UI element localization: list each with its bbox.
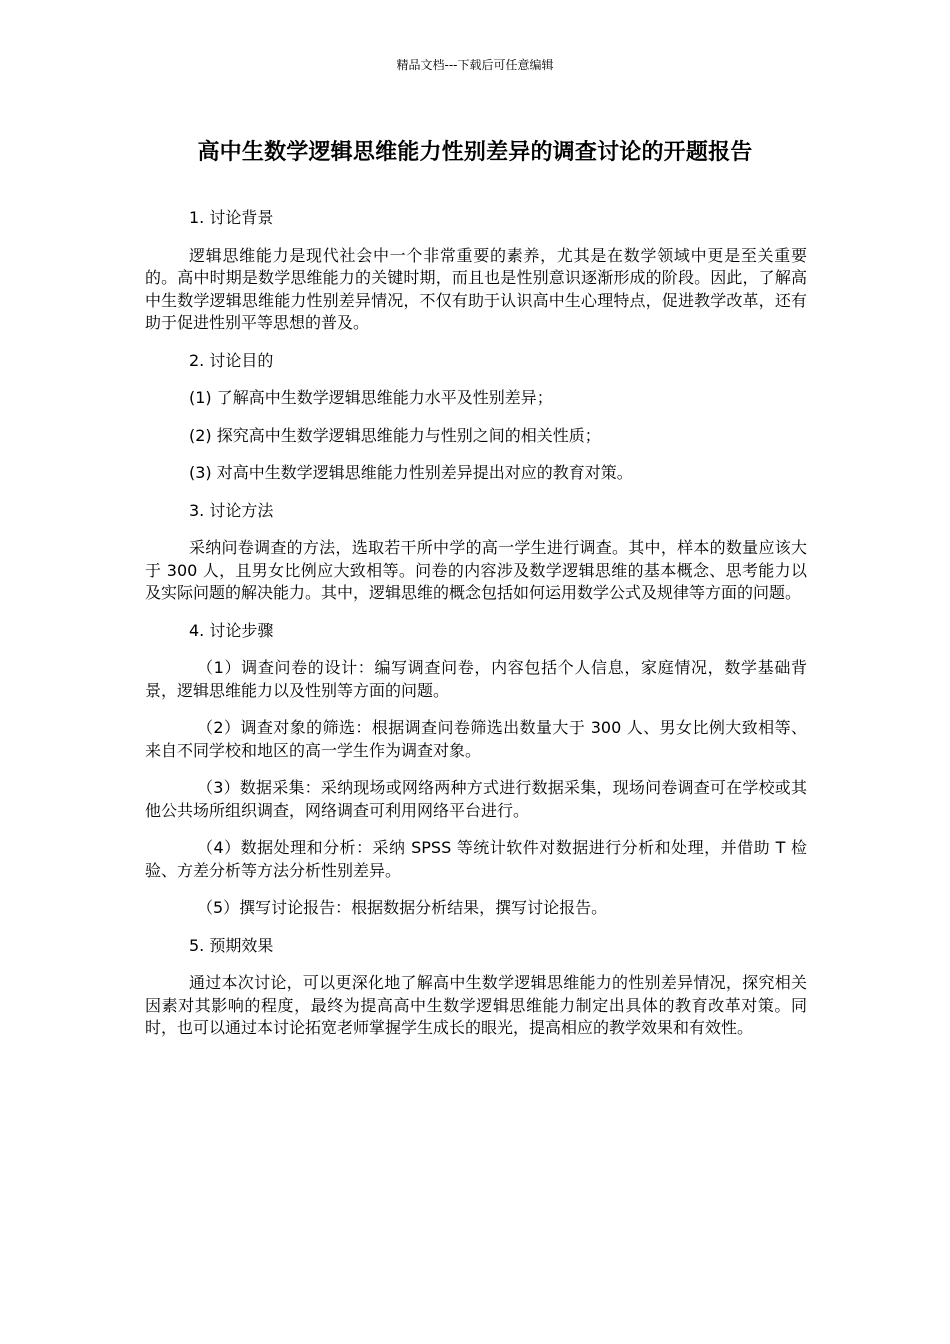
section-heading-background: 1. 讨论背景: [189, 208, 274, 227]
document-title: 高中生数学逻辑思维能力性别差异的调查讨论的开题报告: [197, 140, 753, 165]
section-heading-expected-results: 5. 预期效果: [189, 935, 274, 955]
purpose-item: (1) 了解高中生数学逻辑思维能力水平及性别差异；: [189, 388, 553, 407]
purpose-item: (3) 对高中生数学逻辑思维能力性别差异提出对应的教育对策。: [189, 463, 633, 482]
section-heading-method: 3. 讨论方法: [189, 500, 274, 520]
background-paragraph: 逻辑思维能力是现代社会中一个非常重要的素养，尤其是在数学领域中更是至关重要的。高中时期是数学思维能力的关键时期，而且也是性别意识逐渐形成的阶段。因此，了解高中生数学逻辑思维能力性别差异情况，不仅有助于认识高中生心理特点，促进教学改革，还有助于促进性别平等思想的普及。: [145, 245, 807, 332]
purpose-item: (2) 探究高中生数学逻辑思维能力与性别之间的相关性质；: [189, 425, 601, 445]
section-heading-steps: 4. 讨论步骤: [189, 620, 274, 640]
step-item: （3）数据采集：采纳现场或网络两种方式进行数据采集，现场问卷调查可在学校或其他公共场所组织调查，网络调查可利用网络平台进行。: [145, 778, 807, 820]
document-body: [145, 207, 807, 1040]
section-heading-purpose: 2. 讨论目的: [189, 350, 274, 370]
step-item: （4）数据处理和分析：采纳 SPSS 等统计软件对数据进行分析和处理，并借助 T 检验、方差分析等方法分析性别差异。: [145, 838, 807, 880]
step-item: （2）调查对象的筛选：根据调查问卷筛选出数量大于 300 人、男女比例大致相等、来自不同学校和地区的高一学生作为调查对象。: [145, 718, 807, 760]
step-item: （1）调查问卷的设计：编写调查问卷，内容包括个人信息，家庭情况，数学基础背景，逻辑思维能力以及性别等方面的问题。: [145, 658, 807, 700]
method-paragraph: 采纳问卷调查的方法，选取若干所中学的高一学生进行调查。其中，样本的数量应该大于 300 人，且男女比例应大致相等。问卷的内容涉及数学逻辑思维的基本概念、思考能力以及实际问题的解决能力。其中，逻辑思维的概念包括如何运用数学公式及规律等方面的问题。: [145, 538, 807, 602]
expected-results-paragraph: 通过本次讨论，可以更深化地了解高中生数学逻辑思维能力的性别差异情况，探究相关因素对其影响的程度，最终为提高高中生数学逻辑思维能力制定出具体的教育改革对策。同时，也可以通过本讨论拓宽老师掌握学生成长的眼光，提高相应的教学效果和有效性。: [145, 973, 807, 1037]
page-header: 精品文档---下载后可任意编辑: [396, 58, 554, 72]
step-item: （5）撰写讨论报告：根据数据分析结果，撰写讨论报告。: [197, 898, 608, 917]
